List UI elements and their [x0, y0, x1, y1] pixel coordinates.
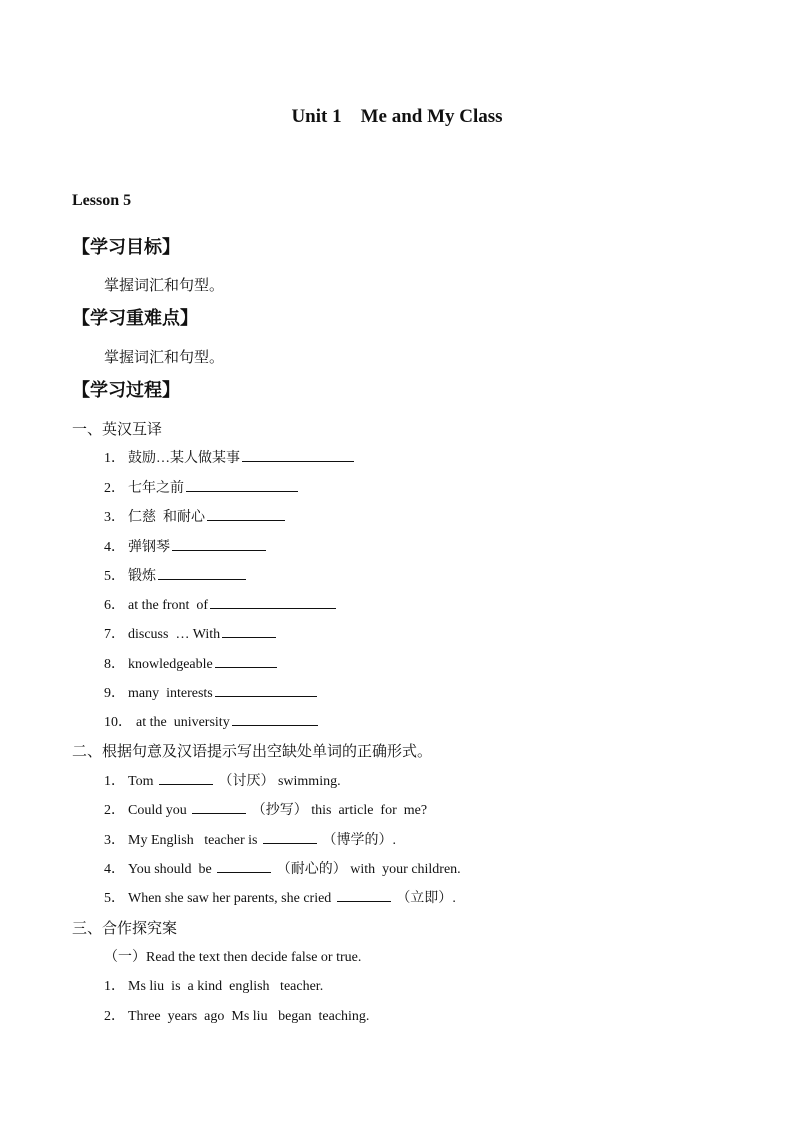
key-points-text: 掌握词汇和句型。 — [104, 350, 225, 366]
part1-item-10: 10． at the university — [104, 711, 320, 731]
part3-title: 三、合作探究案 — [72, 921, 178, 937]
process-header: 【学习过程】 — [72, 380, 180, 400]
part1-item-7: 7． discuss … With — [104, 623, 278, 643]
part2-item-2: 2． Could you （抄写） this article for me? — [104, 799, 427, 819]
part3-item-2: 2． Three years ago Ms liu began teaching. — [104, 1009, 370, 1024]
part3-subtitle: （一）Read the text then decide false or true. — [104, 950, 362, 965]
part2-item-3: 3． My English teacher is （博学的）. — [104, 829, 396, 849]
part1-item-6: 6． at the front of — [104, 594, 338, 614]
part2-title: 二、根据句意及汉语提示写出空缺处单词的正确形式。 — [72, 744, 433, 760]
part3-item-1: 1． Ms liu is a kind english teacher. — [104, 979, 324, 994]
part1-item-9: 9． many interests — [104, 682, 319, 702]
part1-item-8: 8． knowledgeable — [104, 653, 279, 673]
part2-item-5: 5． When she saw her parents, she cried （立即）. — [104, 887, 456, 907]
lesson-heading: Lesson 5 — [72, 192, 132, 209]
part1-item-2: 2． 七年之前 — [104, 477, 300, 497]
goal-text: 掌握词汇和句型。 — [104, 278, 225, 294]
page-title: Unit 1 Me and My Class — [291, 106, 503, 127]
part1-item-1: 1． 鼓励…某人做某事 — [104, 447, 356, 467]
key-points-header: 【学习重难点】 — [72, 308, 198, 328]
goal-header: 【学习目标】 — [72, 237, 180, 257]
part1-item-4: 4． 弹钢琴 — [104, 536, 268, 556]
part2-item-1: 1． Tom （讨厌） swimming. — [104, 770, 341, 790]
part1-item-5: 5． 锻炼 — [104, 565, 248, 585]
part1-item-3: 3． 仁慈 和耐心 — [104, 506, 287, 526]
part2-item-4: 4． You should be （耐心的） with your children. — [104, 858, 461, 878]
part1-title: 一、英汉互译 — [72, 422, 163, 438]
